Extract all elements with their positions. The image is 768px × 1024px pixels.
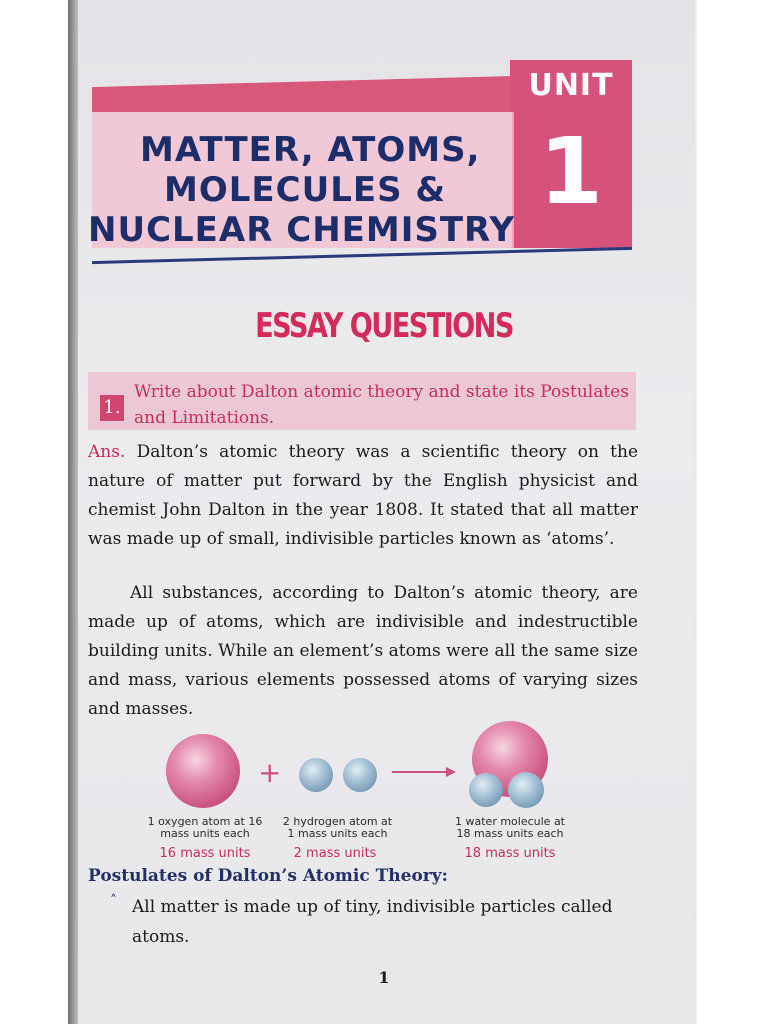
answer-paragraph-1 (88, 438, 638, 554)
water-caption-line-1: 1 water molecule at (455, 815, 565, 828)
arrow-right-icon (392, 767, 456, 777)
answer-label: Ans. (88, 442, 126, 462)
dalton-diagram (130, 715, 600, 870)
water-caption (440, 816, 580, 840)
question-number: 1. (100, 395, 124, 421)
caret-up-icon: ˄ (110, 893, 117, 909)
question-text: Write about Dalton atomic theory and state its Postulates and Limitations. (134, 382, 629, 428)
hydrogen-atom-icon (343, 758, 377, 792)
reaction-illustration (130, 715, 600, 810)
hydrogen-caption (270, 816, 405, 840)
unit-label: UNIT (528, 68, 614, 103)
chapter-title-line-3: NUCLEAR CHEMISTRY (88, 210, 515, 250)
water-hydrogen-atom-icon (469, 773, 503, 807)
hydrogen-caption-line-1: 2 hydrogen atom at (282, 815, 393, 828)
answer-text-1: Dalton’s atomic theory was a scientific theory on the nature of matter put forward by the English physicist and chemist John Dalton in the year 1808. It stated that all matter was made up of small, indivisible particles known as ‘atoms’. (88, 442, 639, 549)
water-hydrogen-atom-icon (508, 772, 544, 808)
water-caption-line-2: 18 mass units each (456, 827, 564, 840)
hydrogen-atom-icon (299, 758, 333, 792)
chapter-title-line-1: MATTER, ATOMS, (140, 130, 481, 170)
answer-paragraph-2: All substances, according to Dalton’s atomic theory, are made up of atoms, which are indivisible and indestructible building units. While an element’s atoms were all the same size and mass, various elements possessed atoms of varying sizes and masses. (88, 583, 638, 719)
postulates-heading: Postulates of Dalton’s Atomic Theory: (88, 866, 448, 886)
page-edge (694, 0, 698, 1024)
hydrogen-units: 2 mass units (293, 846, 377, 861)
oxygen-caption (140, 816, 270, 840)
water-units: 18 mass units (464, 846, 556, 861)
unit-number: 1 (538, 118, 603, 225)
oxygen-atom-icon (166, 734, 240, 808)
postulate-item: All matter is made up of tiny, indivisible particles called atoms. (132, 897, 613, 947)
unit-banner (88, 60, 632, 270)
oxygen-caption-line-2: mass units each (160, 827, 250, 840)
oxygen-caption-line-1: 1 oxygen atom at 16 (147, 815, 263, 828)
plus-sign: + (258, 756, 282, 789)
page-number: 1 (378, 968, 390, 987)
section-heading: ESSAY QUESTIONS (255, 306, 513, 346)
hydrogen-caption-line-2: 1 mass units each (287, 827, 388, 840)
oxygen-units: 16 mass units (159, 846, 251, 861)
chapter-title-line-2: MOLECULES & (164, 170, 447, 210)
